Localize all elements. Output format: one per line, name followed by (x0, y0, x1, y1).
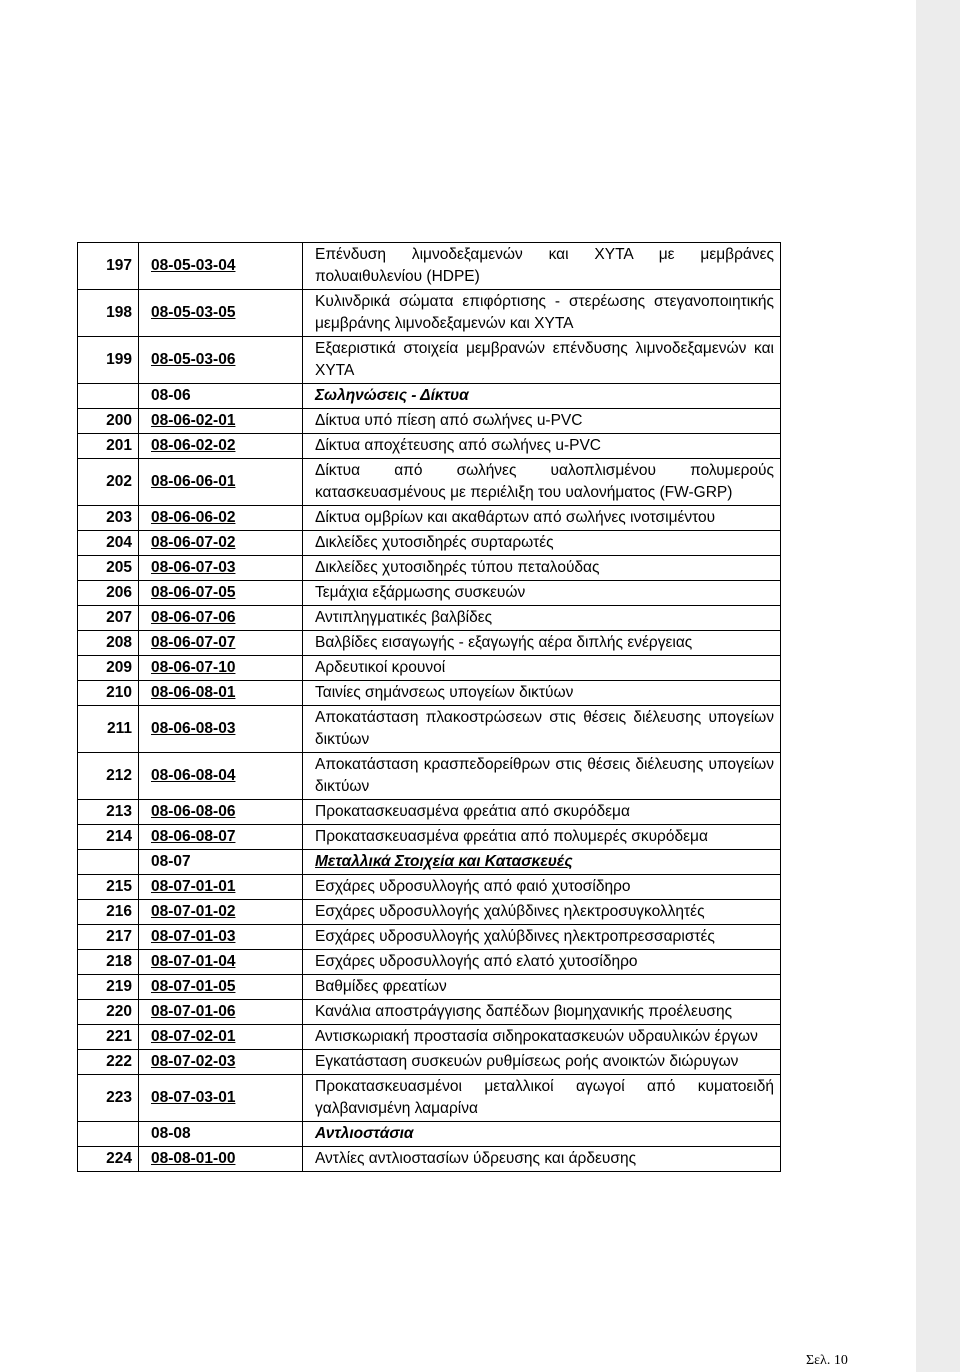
item-description: Δίκτυα υπό πίεση από σωλήνες u-PVC (315, 412, 583, 429)
table-row (78, 434, 781, 459)
items-table (77, 242, 781, 1172)
item-description: Επένδυση λιμνοδεξαμενών και ΧΥΤΑ με μεμβράνες πολυαιθυλενίου (HDPE) (315, 246, 774, 285)
item-description: Ταινίες σημάνσεως υπογείων δικτύων (315, 684, 574, 701)
item-description-cell (303, 706, 781, 753)
section-row (78, 850, 781, 875)
item-code: 08-06-06-01 (139, 459, 303, 506)
item-code: 08-06-08-01 (139, 681, 303, 706)
item-description-cell (303, 753, 781, 800)
item-description: Αντισκωριακή προστασία σιδηροκατασκευών υδραυλικών έργων (315, 1028, 758, 1045)
section-title: Σωληνώσεις - Δίκτυα (315, 387, 469, 404)
table-row (78, 975, 781, 1000)
item-code: 08-06-08-07 (139, 825, 303, 850)
table-row (78, 531, 781, 556)
item-description: Κυλινδρικά σώματα επιφόρτισης - στερέωσης στεγανοποιητικής μεμβράνης λιμνοδεξαμενών και ΧΥΤΑ (315, 293, 774, 332)
item-code: 08-07-01-04 (139, 950, 303, 975)
item-description: Εσχάρες υδροσυλλογής χαλύβδινες ηλεκτροσυγκολλητές (315, 903, 705, 920)
item-number: 218 (78, 950, 139, 975)
item-number: 202 (78, 459, 139, 506)
item-code: 08-06-07-07 (139, 631, 303, 656)
item-code: 08-06-08-04 (139, 753, 303, 800)
item-number: 204 (78, 531, 139, 556)
item-description: Δίκτυα ομβρίων και ακαθάρτων από σωλήνες ινοτσιμέντου (315, 509, 716, 526)
table-row (78, 1075, 781, 1122)
table-row (78, 900, 781, 925)
item-code: 08-07-01-02 (139, 900, 303, 925)
item-description-cell (303, 290, 781, 337)
item-code: 08-06-07-06 (139, 606, 303, 631)
item-description: Προκατασκευασμένοι μεταλλικοί αγωγοί από κυματοειδή γαλβανισμένη λαμαρίνα (315, 1078, 774, 1117)
table-row (78, 459, 781, 506)
item-description: Δίκτυα αποχέτευσης από σωλήνες u-PVC (315, 437, 601, 454)
item-description: Δικλείδες χυτοσιδηρές συρταρωτές (315, 534, 554, 551)
item-description: Αποκατάσταση πλακοστρώσεων στις θέσεις διέλευσης υπογείων δικτύων (315, 709, 774, 748)
item-description-cell (303, 606, 781, 631)
item-description: Αποκατάσταση κρασπεδορείθρων στις θέσεις διέλευσης υπογείων δικτύων (315, 756, 774, 795)
item-number: 213 (78, 800, 139, 825)
item-description-cell (303, 681, 781, 706)
table-row (78, 825, 781, 850)
item-description: Εξαεριστικά στοιχεία μεμβρανών επένδυσης λιμνοδεξαμενών και ΧΥΤΑ (315, 340, 774, 379)
item-code: 08-07-01-01 (139, 875, 303, 900)
item-description-cell (303, 459, 781, 506)
item-description-cell (303, 243, 781, 290)
item-description: Εσχάρες υδροσυλλογής από ελατό χυτοσίδηρο (315, 953, 638, 970)
item-code: 08-07-02-01 (139, 1025, 303, 1050)
section-title: Μεταλλικά Στοιχεία και Κατασκευές (315, 853, 573, 870)
item-description-cell (303, 800, 781, 825)
item-description-cell (303, 1050, 781, 1075)
items-table-body (78, 243, 781, 1172)
item-description-cell (303, 337, 781, 384)
item-number: 216 (78, 900, 139, 925)
item-description-cell (303, 1122, 781, 1147)
item-description-cell (303, 875, 781, 900)
table-row (78, 631, 781, 656)
item-number: 200 (78, 409, 139, 434)
item-number (78, 1122, 139, 1147)
item-code: 08-05-03-06 (139, 337, 303, 384)
item-description-cell (303, 556, 781, 581)
table-row (78, 875, 781, 900)
item-number: 205 (78, 556, 139, 581)
item-code: 08-05-03-05 (139, 290, 303, 337)
item-code: 08-06 (139, 384, 303, 409)
section-row (78, 1122, 781, 1147)
item-number: 208 (78, 631, 139, 656)
item-code: 08-07-01-03 (139, 925, 303, 950)
item-number: 209 (78, 656, 139, 681)
item-number: 207 (78, 606, 139, 631)
item-code: 08-07-02-03 (139, 1050, 303, 1075)
table-row (78, 606, 781, 631)
table-row (78, 1147, 781, 1172)
item-code: 08-07-03-01 (139, 1075, 303, 1122)
table-row (78, 1050, 781, 1075)
item-number: 224 (78, 1147, 139, 1172)
item-description-cell (303, 384, 781, 409)
item-code: 08-06-08-03 (139, 706, 303, 753)
item-description: Δίκτυα από σωλήνες υαλοπλισμένου πολυμερούς κατασκευασμένους με περιέλιξη του υαλονήματος (FW-GRP) (315, 462, 774, 501)
table-row (78, 1025, 781, 1050)
table-row (78, 243, 781, 290)
item-code: 08-07 (139, 850, 303, 875)
item-description: Αντλίες αντλιοστασίων ύδρευσης και άρδευσης (315, 1150, 637, 1167)
item-description: Αρδευτικοί κρουνοί (315, 659, 446, 676)
table-row (78, 581, 781, 606)
item-description: Εσχάρες υδροσυλλογής από φαιό χυτοσίδηρο (315, 878, 631, 895)
item-code: 08-06-02-02 (139, 434, 303, 459)
item-description: Αντιπληγματικές βαλβίδες (315, 609, 493, 626)
table-row (78, 1000, 781, 1025)
table-row (78, 506, 781, 531)
item-number: 219 (78, 975, 139, 1000)
item-code: 08-05-03-04 (139, 243, 303, 290)
item-description: Δικλείδες χυτοσιδηρές τύπου πεταλούδας (315, 559, 600, 576)
item-number: 206 (78, 581, 139, 606)
item-code: 08-06-07-10 (139, 656, 303, 681)
item-number: 211 (78, 706, 139, 753)
item-number: 221 (78, 1025, 139, 1050)
item-description-cell (303, 900, 781, 925)
item-number: 197 (78, 243, 139, 290)
item-description-cell (303, 1147, 781, 1172)
item-description-cell (303, 409, 781, 434)
item-description-cell (303, 531, 781, 556)
item-description-cell (303, 581, 781, 606)
item-number: 212 (78, 753, 139, 800)
item-code: 08-07-01-05 (139, 975, 303, 1000)
item-number (78, 384, 139, 409)
item-description-cell (303, 850, 781, 875)
table-row (78, 290, 781, 337)
item-description: Βαλβίδες εισαγωγής - εξαγωγής αέρα διπλής ενέργειας (315, 634, 693, 651)
table-row (78, 706, 781, 753)
item-code: 08-06-07-03 (139, 556, 303, 581)
item-number: 215 (78, 875, 139, 900)
item-description-cell (303, 506, 781, 531)
item-code: 08-06-07-02 (139, 531, 303, 556)
item-description-cell (303, 631, 781, 656)
item-description-cell (303, 825, 781, 850)
table-row (78, 800, 781, 825)
section-row (78, 384, 781, 409)
item-code: 08-06-07-05 (139, 581, 303, 606)
item-number: 217 (78, 925, 139, 950)
table-row (78, 950, 781, 975)
item-number: 223 (78, 1075, 139, 1122)
table-row (78, 337, 781, 384)
item-description-cell (303, 434, 781, 459)
item-description-cell (303, 950, 781, 975)
item-number: 199 (78, 337, 139, 384)
item-description-cell (303, 1075, 781, 1122)
item-number: 222 (78, 1050, 139, 1075)
item-code: 08-08 (139, 1122, 303, 1147)
table-row (78, 656, 781, 681)
item-code: 08-07-01-06 (139, 1000, 303, 1025)
table-row (78, 409, 781, 434)
table-row (78, 753, 781, 800)
item-description: Εσχάρες υδροσυλλογής χαλύβδινες ηλεκτροπρεσσαριστές (315, 928, 715, 945)
item-description-cell (303, 1025, 781, 1050)
item-description: Εγκατάσταση συσκευών ρυθμίσεως ροής ανοικτών διώρυγων (315, 1053, 739, 1070)
item-code: 08-08-01-00 (139, 1147, 303, 1172)
item-description-cell (303, 925, 781, 950)
item-description-cell (303, 975, 781, 1000)
item-description-cell (303, 1000, 781, 1025)
item-description: Βαθμίδες φρεατίων (315, 978, 447, 995)
item-code: 08-06-02-01 (139, 409, 303, 434)
item-number: 201 (78, 434, 139, 459)
item-number (78, 850, 139, 875)
page-edge-strip (916, 0, 960, 1372)
table-row (78, 681, 781, 706)
item-number: 214 (78, 825, 139, 850)
item-number: 203 (78, 506, 139, 531)
item-description-cell (303, 656, 781, 681)
item-number: 198 (78, 290, 139, 337)
item-code: 08-06-08-06 (139, 800, 303, 825)
table-row (78, 556, 781, 581)
item-number: 210 (78, 681, 139, 706)
table-row (78, 925, 781, 950)
section-title: Αντλιοστάσια (315, 1125, 414, 1142)
item-description: Κανάλια αποστράγγισης δαπέδων βιομηχανικής προέλευσης (315, 1003, 733, 1020)
page-number: Σελ. 10 (806, 1353, 848, 1368)
item-description: Προκατασκευασμένα φρεάτια από πολυμερές σκυρόδεμα (315, 828, 708, 845)
item-number: 220 (78, 1000, 139, 1025)
item-description: Προκατασκευασμένα φρεάτια από σκυρόδεμα (315, 803, 630, 820)
item-code: 08-06-06-02 (139, 506, 303, 531)
item-description: Τεμάχια εξάρμωσης συσκευών (315, 584, 526, 601)
